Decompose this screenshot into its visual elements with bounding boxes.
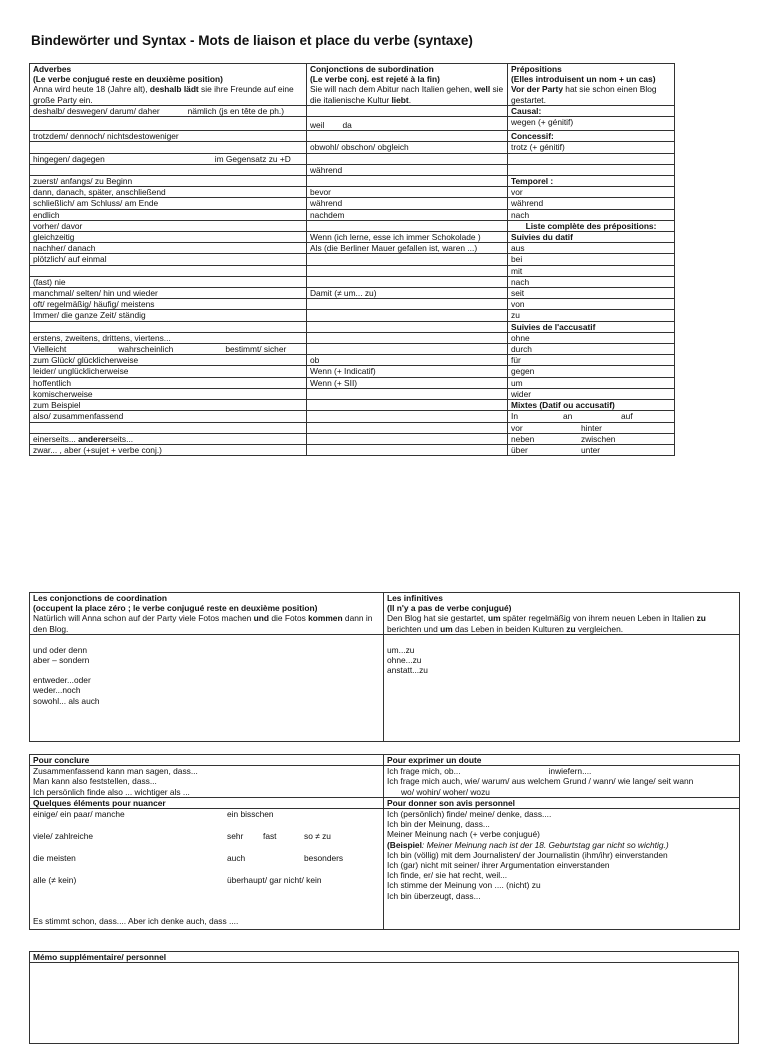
nuance-term: auch <box>227 853 246 864</box>
prepositions-header: Prépositions (Elles introduisent un nom + un cas) Vor der Party hat sie schon einen Blog gestartet. <box>508 64 675 106</box>
adverb-cell: dann, danach, später, anschließend <box>30 187 307 198</box>
subordination-cell <box>307 388 508 399</box>
preposition-cell: vor hinter <box>508 422 675 433</box>
adverb-cell: Immer/ die ganze Zeit/ ständig <box>30 310 307 321</box>
subordination-cell: obwohl/ obschon/ obgleich <box>307 142 508 153</box>
doubt-list <box>384 766 740 798</box>
table-row <box>30 377 675 388</box>
subordination-cell: Wenn (+ SII) <box>307 377 508 388</box>
nuance-term: besonders <box>304 853 344 864</box>
preposition-cell: neben zwischen <box>508 433 675 444</box>
table-row <box>30 176 675 187</box>
preposition-cell <box>508 164 675 175</box>
preposition-cell: Causal: <box>508 105 675 116</box>
table-row <box>30 105 675 116</box>
preposition-cell: trotz (+ génitif) <box>508 142 675 153</box>
list-item: sowohl... als auch <box>33 695 100 706</box>
subordination-cell: während <box>307 164 508 175</box>
nuance-term: fast <box>263 831 277 842</box>
subordination-cell <box>307 299 508 310</box>
nuance-term: ein bisschen <box>227 809 274 820</box>
subordination-cell <box>307 131 508 142</box>
subordination-cell <box>307 176 508 187</box>
list-item: Man kann also feststellen, dass... <box>33 776 157 787</box>
adverb-cell: gleichzeitig <box>30 232 307 243</box>
preposition-cell: Temporel : <box>508 176 675 187</box>
preposition-cell: wider <box>508 388 675 399</box>
table-row <box>30 232 675 243</box>
list-item: Ich stimme der Meinung von .... (nicht) zu <box>387 880 541 891</box>
nuance-header: Quelques éléments pour nuancer <box>30 797 384 808</box>
table-row <box>30 310 675 321</box>
subordination-cell: nachdem <box>307 209 508 220</box>
subordination-cell: Wenn (+ Indicatif) <box>307 366 508 377</box>
table-row <box>30 355 675 366</box>
table-row <box>30 299 675 310</box>
infinitive-header: Les infinitives (Il n'y a pas de verbe conjugué) Den Blog hat sie gestartet, um später regelmäßig von ihrem neuen Leben in Italien zu berichten und um das Leben in beiden Kulturen zu vergleichen. <box>384 593 740 635</box>
memo-area[interactable] <box>30 963 739 1044</box>
adverb-cell: zwar... , aber (+sujet + verbe conj.) <box>30 444 307 455</box>
adverb-cell: leider/ unglücklicherweise <box>30 366 307 377</box>
adverb-cell: einerseits... andererseits... <box>30 433 307 444</box>
connectors-table <box>29 63 675 456</box>
page-title: Bindewörter und Syntax - Mots de liaison et place du verbe (syntaxe) <box>31 33 473 48</box>
table-row <box>30 400 675 411</box>
adverb-cell: hoffentlich <box>30 377 307 388</box>
adverb-cell: plötzlich/ auf einmal <box>30 254 307 265</box>
adverb-cell: manchmal/ selten/ hin und wieder <box>30 288 307 299</box>
adverb-cell: (fast) nie <box>30 276 307 287</box>
adverb-cell: schließlich/ am Schluss/ am Ende <box>30 198 307 209</box>
adverb-cell <box>30 142 307 153</box>
coordination-infinitive-table <box>29 592 740 742</box>
adverb-cell: oft/ regelmäßig/ häufig/ meistens <box>30 299 307 310</box>
list-item: aber – sondern <box>33 655 90 666</box>
table-row <box>30 220 675 231</box>
list-item: um...zu <box>387 644 415 655</box>
memo-header: Mémo supplémentaire/ personnel <box>30 952 739 963</box>
subordination-cell <box>307 400 508 411</box>
table-row <box>30 131 675 142</box>
preposition-cell: bei <box>508 254 675 265</box>
list-item <box>33 665 380 675</box>
subordination-cell: während <box>307 198 508 209</box>
conclude-header: Pour conclure <box>30 755 384 766</box>
table-row <box>30 422 675 433</box>
subordination-cell: weil da <box>307 117 508 131</box>
table-row <box>30 187 675 198</box>
doubt-header: Pour exprimer un doute <box>384 755 740 766</box>
subordination-cell: bevor <box>307 187 508 198</box>
table-row <box>30 433 675 444</box>
subordination-cell <box>307 220 508 231</box>
subordination-cell <box>307 444 508 455</box>
infinitive-list <box>384 634 740 741</box>
adverb-cell: hingegen/ dagegen im Gegensatz zu +D <box>30 153 307 164</box>
table-row <box>30 388 675 399</box>
subordination-cell <box>307 411 508 422</box>
adverb-cell: zum Glück/ glücklicherweise <box>30 355 307 366</box>
subordination-cell <box>307 344 508 355</box>
nuance-term: einige/ ein paar/ manche <box>33 809 125 820</box>
list-item: anstatt...zu <box>387 665 428 676</box>
table-row <box>30 276 675 287</box>
subordination-cell <box>307 332 508 343</box>
adverb-cell <box>30 265 307 276</box>
list-item: Ich finde, er/ sie hat recht, weil... <box>387 870 508 881</box>
preposition-cell: zu <box>508 310 675 321</box>
table-row <box>30 198 675 209</box>
preposition-cell: Concessif: <box>508 131 675 142</box>
table-row <box>30 411 675 422</box>
list-item: und oder denn <box>33 644 88 655</box>
table-row <box>30 117 675 131</box>
preposition-cell: über unter <box>508 444 675 455</box>
preposition-cell: Suivies du datif <box>508 232 675 243</box>
subordination-cell <box>307 105 508 116</box>
table-row <box>30 321 675 332</box>
preposition-cell: während <box>508 198 675 209</box>
adverb-cell: trotzdem/ dennoch/ nichtsdestoweniger <box>30 131 307 142</box>
adverb-cell: komischerweise <box>30 388 307 399</box>
table-row <box>30 164 675 175</box>
list-item: Ich bin der Meinung, dass... <box>387 819 490 830</box>
subordination-cell <box>307 433 508 444</box>
list-item: Meiner Meinung nach (+ verbe conjugué) <box>387 829 540 840</box>
preposition-cell: wegen (+ génitif) <box>508 117 675 131</box>
preposition-cell: aus <box>508 243 675 254</box>
list-item: wo/ wohin/ woher/ wozu <box>401 786 490 797</box>
preposition-cell: In an auf <box>508 411 675 422</box>
preposition-cell: um <box>508 377 675 388</box>
table-row <box>30 243 675 254</box>
subordination-cell <box>307 321 508 332</box>
table-row <box>30 209 675 220</box>
preposition-cell: vor <box>508 187 675 198</box>
subordination-cell <box>307 422 508 433</box>
list-item: Ich frage mich auch, wie/ warum/ aus welchem Grund / wann/ wie lange/ seit wann <box>387 776 694 787</box>
adverb-cell: nachher/ danach <box>30 243 307 254</box>
table-row <box>30 142 675 153</box>
adverbs-header: Adverbes (Le verbe conjugué reste en deuxième position) Anna wird heute 18 (Jahre alt), deshalb lädt sie ihre Freunde auf eine große Party ein. <box>30 64 307 106</box>
list-item: (Beispiel: Meiner Meinung nach ist der 18. Geburtstag gar nicht so wichtig.) <box>387 839 669 850</box>
list-item: entweder...oder <box>33 675 91 686</box>
adverb-cell: zum Beispiel <box>30 400 307 411</box>
table-row <box>30 366 675 377</box>
preposition-cell: nach <box>508 276 675 287</box>
preposition-cell: Mixtes (Datif ou accusatif) <box>508 400 675 411</box>
adverb-cell: endlich <box>30 209 307 220</box>
nuance-term: viele/ zahlreiche <box>33 831 94 842</box>
adverb-cell <box>30 117 307 131</box>
preposition-cell: mit <box>508 265 675 276</box>
opinion-header: Pour donner son avis personnel <box>384 797 740 808</box>
subordination-cell <box>307 310 508 321</box>
list-item: weder...noch <box>33 685 81 696</box>
memo-table <box>29 951 739 1044</box>
nuance-term: so ≠ zu <box>304 831 331 842</box>
list-item: Ich (gar) nicht mit seiner/ ihrer Argumentation einverstanden <box>387 860 610 871</box>
opinion-list <box>384 809 740 930</box>
subordination-cell <box>307 276 508 287</box>
table-row <box>30 288 675 299</box>
list-item: Ich bin (völlig) mit dem Journalisten/ der Journalistin (ihm/ihr) einverstanden <box>387 849 668 860</box>
adverb-cell: also/ zusammenfassend <box>30 411 307 422</box>
preposition-cell: für <box>508 355 675 366</box>
list-item: Es stimmt schon, dass.... Aber ich denke auch, dass .... <box>33 916 239 927</box>
list-item: ohne...zu <box>387 655 422 666</box>
phrases-table <box>29 754 740 930</box>
adverb-cell: vorher/ davor <box>30 220 307 231</box>
table-row <box>30 444 675 455</box>
preposition-cell: Suivies de l'accusatif <box>508 321 675 332</box>
preposition-cell: von <box>508 299 675 310</box>
adverb-cell <box>30 164 307 175</box>
table-row <box>30 344 675 355</box>
subordination-cell: Damit (≠ um... zu) <box>307 288 508 299</box>
list-item: Zusammenfassend kann man sagen, dass... <box>33 766 198 777</box>
preposition-cell: ohne <box>508 332 675 343</box>
preposition-cell: nach <box>508 209 675 220</box>
table-row <box>30 254 675 265</box>
adverb-cell: erstens, zweitens, drittens, viertens... <box>30 332 307 343</box>
subordination-cell: Wenn (ich lerne, esse ich immer Schokolade ) <box>307 232 508 243</box>
list-item: Ich (persönlich) finde/ meine/ denke, dass.... <box>387 809 552 820</box>
nuance-term: alle (≠ kein) <box>33 875 77 886</box>
list-item: Ich persönlich finde also ... wichtiger als ... <box>33 786 190 797</box>
table-row <box>30 332 675 343</box>
subordination-cell <box>307 254 508 265</box>
subordination-cell <box>307 153 508 164</box>
adverb-cell: Vielleicht wahrscheinlich bestimmt/ sicher <box>30 344 307 355</box>
table-row <box>30 265 675 276</box>
nuance-list <box>30 809 384 930</box>
adverb-cell <box>30 422 307 433</box>
coordination-list <box>30 634 384 741</box>
nuance-term: überhaupt/ gar nicht/ kein <box>227 875 322 886</box>
conclude-list <box>30 766 384 798</box>
nuance-term: sehr <box>227 831 244 842</box>
preposition-cell: durch <box>508 344 675 355</box>
preposition-cell: seit <box>508 288 675 299</box>
table-row <box>30 153 675 164</box>
preposition-cell: Liste complète des prépositions: <box>508 220 675 231</box>
subordination-cell: Als (die Berliner Mauer gefallen ist, waren ...) <box>307 243 508 254</box>
subordination-cell <box>307 265 508 276</box>
coordination-header: Les conjonctions de coordination (occupent la place zéro ; le verbe conjugué reste en deuxième position) Natürlich will Anna schon auf der Party viele Fotos machen und die Fotos kommen dann in den Blog. <box>30 593 384 635</box>
adverb-cell <box>30 321 307 332</box>
list-item: Ich frage mich, ob... inwiefern.... <box>387 766 592 777</box>
adverb-cell: zuerst/ anfangs/ zu Beginn <box>30 176 307 187</box>
preposition-cell <box>508 153 675 164</box>
preposition-cell: gegen <box>508 366 675 377</box>
subordination-cell: ob <box>307 355 508 366</box>
adverb-cell: deshalb/ deswegen/ darum/ daher nämlich (js en tête de ph.) <box>30 105 307 116</box>
nuance-term: die meisten <box>33 853 76 864</box>
subordination-header: Conjonctions de subordination (Le verbe conj. est rejeté à la fin) Sie will nach dem Abitur nach Italien gehen, well sie die italienische Kultur liebt. <box>307 64 508 106</box>
list-item: Ich bin überzeugt, dass... <box>387 890 481 901</box>
